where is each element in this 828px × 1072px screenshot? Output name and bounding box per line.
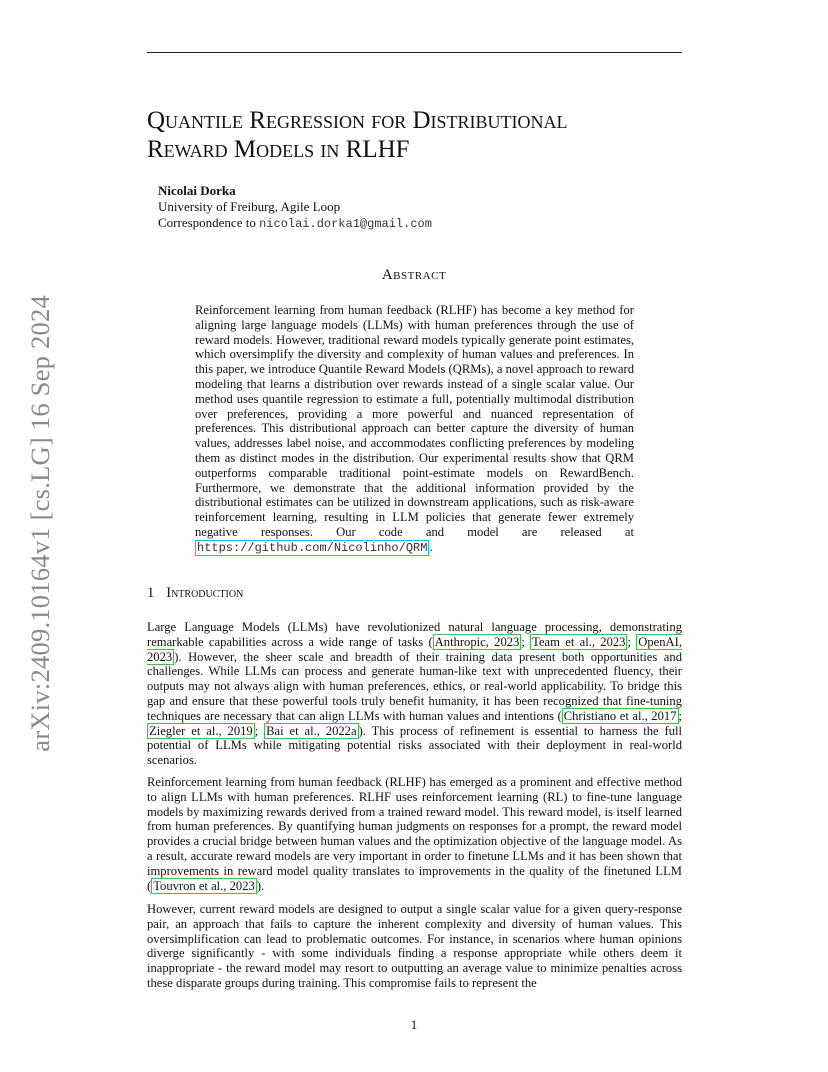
separator: ; [254,723,265,738]
citation-bai[interactable]: Bai et al., 2022a [266,723,357,738]
title-line-2: Reward Models in RLHF [147,136,410,163]
author-name: Nicolai Dorka [158,183,236,198]
author-affiliation: University of Freiburg, Agile Loop [158,199,341,214]
abstract-end: . [429,539,433,554]
abstract-heading: Abstract [381,267,447,283]
arxiv-stamp [20,287,60,759]
code-link[interactable]: https://github.com/Nicolinho/QRM [197,540,428,555]
title-line-1: Quantile Regression for Distributional [147,107,568,134]
citation-openai[interactable]: OpenAI, 2023 [147,634,682,664]
author-correspondence [158,215,432,232]
author-block [158,183,432,232]
section-heading [147,585,243,602]
separator: ; [627,634,637,649]
paper-title [147,106,707,164]
citation-ziegler[interactable]: Ziegler et al., 2019 [149,723,253,738]
top-rule [147,52,682,53]
citation-christiano[interactable]: Christiano et al., 2017 [563,708,677,723]
text-run: ). This process of refinement is essential to harness the full potential of LLMs while mitigating potential risks associated with their deployment in real-world scenarios. [147,723,683,768]
intro-paragraph-2 [147,775,682,893]
author-email[interactable]: nicolai.dorka1@gmail.com [259,217,432,231]
citation-team[interactable]: Team et al., 2023 [532,634,626,649]
text-run: Large Language Models (LLMs) have revolutionized natural language processing, demonstrating remarkable capabilities across a wide range of tasks ( [147,620,682,649]
section-title: Introduction [166,585,244,601]
abstract-body: Reinforcement learning from human feedback (RLHF) has become a key method for aligning large language models (LLMs) with human preferences through the use of reward models. However, traditional reward models typically generate point estimates, which oversimplify the diversity and complexity of human values and preferences. In this paper, we introduce Quantile Reward Models (QRMs), a novel approach to reward modeling that learns a distribution over rewards instead of a single scalar value. Our method uses quantile regression to estimate a full, potentially multimodal distribution over preferences, providing a more powerful and nuanced representation of preferences. This distributional approach can better capture the diversity of human values, addresses label noise, and accommodates conflicting preferences by modeling them as distinct modes in the distribution. Our experimental results show that QRM outperforms comparable traditional point-estimate models on RewardBench. Furthermore, we demonstrate that the additional information provided by the distributional estimates can be utilized in downstream applications, such as risk-aware reinforcement learning, resulting in LLM policies that generate fewer extremely negative responses. Our code and model are released at [195,303,634,539]
arxiv-identifier: arXiv:2409.10164v1 [cs.LG] 16 Sep 2024 [24,294,55,752]
text-run: ). [256,878,265,893]
text-run: Reinforcement learning from human feedback (RLHF) has emerged as a prominent and effective method to align LLMs with human preferences. RLHF uses reinforcement learning (RL) to fine-tune language models by maximizing rewards derived from a trained reward model. This reward model, is itself learned from human preferences. By quantifying human judgments on responses for a prompt, the reward model provides a crucial bridge between human values and the optimization objective of the language model. As a result, accurate reward models are very important in order to finetune LLMs and it has been shown that improvements in reward model quality translates to improvements in the quality of the finetuned LLM ( [147,775,682,893]
section-number: 1 [147,585,155,601]
text-run: However, current reward models are designed to output a single scalar value for a given query-response pair, an approach that fails to capture the inherent complexity and diversity of human values. This oversimplification can lead to problematic outcomes. For instance, in scenarios where human opinions diverge significantly - with some individuals finding a response appropriate while others deem it inappropriate - the reward model may resort to outputting an average value to minimize penalties across these disparate groups during training. This compromise fails to represent the [147,902,682,990]
abstract-text [195,303,634,556]
intro-paragraph-1 [147,620,682,768]
intro-paragraph-3 [147,902,682,991]
correspondence-label: Correspondence to [158,215,256,230]
text-run: ). However, the sheer scale and breadth of their training data present both opportunities and challenges. While LLMs can process and generate human-like text with unprecedented fluency, their outputs may not always align with human preferences, ethics, or real-world applicability. To bridge this gap and ensure that these powerful tools truly benefit humanity, it has been recognized that fine-tuning techniques are necessary that can align LLMs with human values and intentions ( [147,649,682,723]
citation-touvron[interactable]: Touvron et al., 2023 [153,878,255,893]
page-number: 1 [410,1017,418,1032]
citation-anthropic[interactable]: Anthropic, 2023 [434,634,520,649]
separator: ; [521,634,531,649]
separator: ; [678,708,682,723]
